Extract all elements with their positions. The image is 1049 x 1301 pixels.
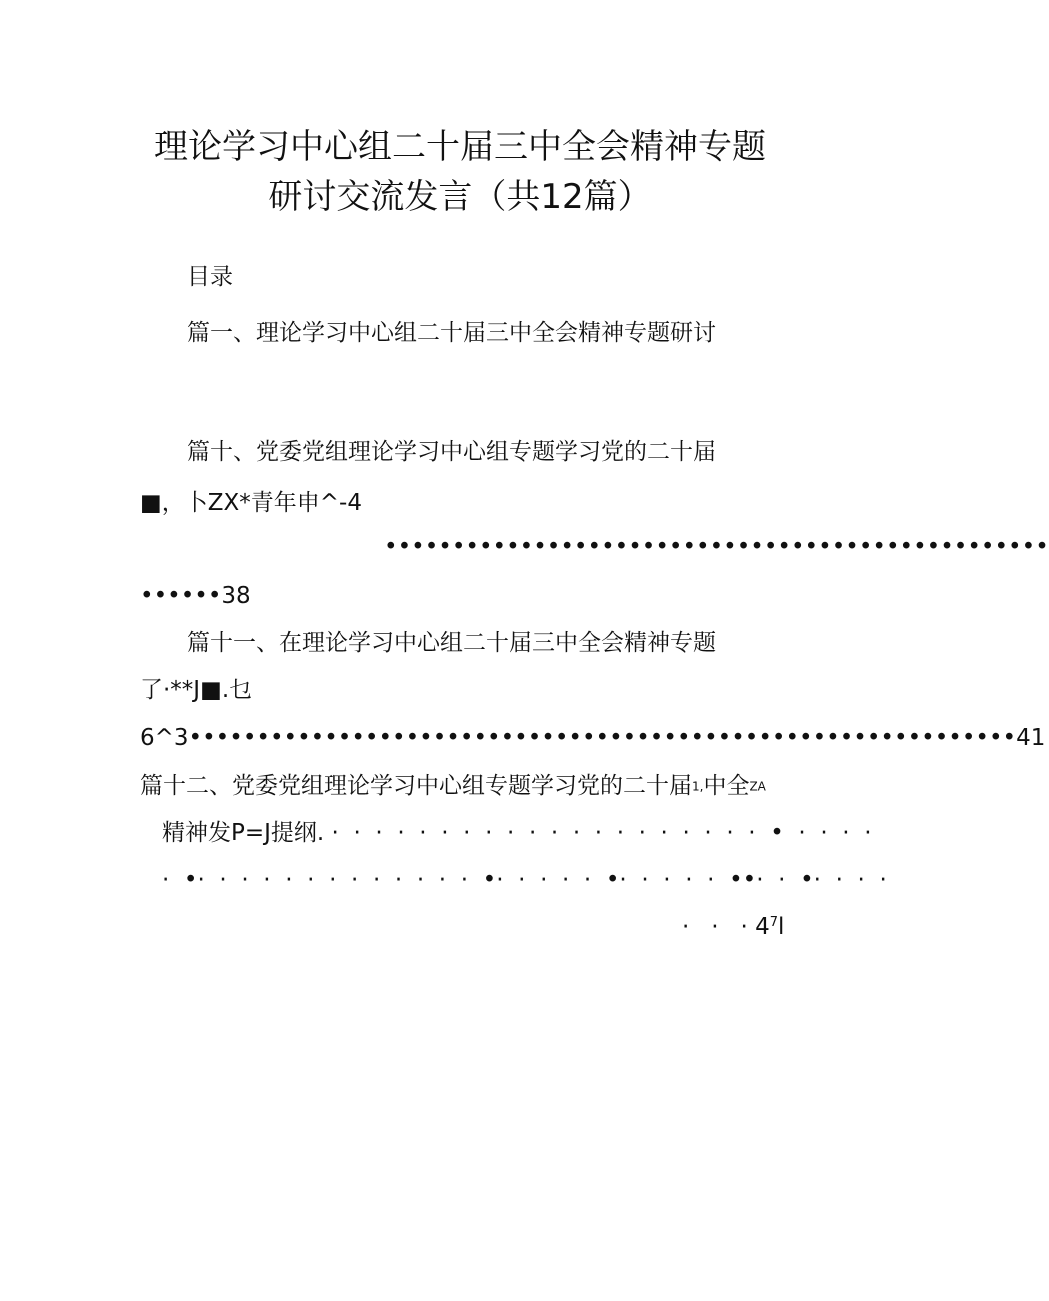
toc-entry-11-page[interactable]: 41 bbox=[1016, 725, 1046, 751]
toc-entry-12-page-tail: l bbox=[778, 914, 785, 940]
toc-entry-12-suffix-tiny: ZA bbox=[749, 779, 766, 794]
toc-entry-12-line-1[interactable] bbox=[140, 775, 766, 798]
toc-entry-12-suffix: 中全 bbox=[703, 773, 750, 799]
toc-entry-11-line-1[interactable]: 篇十一、在理论学习中心组二十届三中全会精神专题 bbox=[187, 630, 716, 656]
toc-entry-11-page-line bbox=[140, 727, 1045, 750]
toc-heading: 目录 bbox=[187, 264, 233, 290]
toc-entry-12-page[interactable]: 4 bbox=[755, 914, 770, 940]
toc-entry-12-line-2: 精神发P=J提纲. bbox=[162, 820, 325, 846]
document-title-line-2: 研讨交流发言（共12篇） bbox=[268, 177, 652, 217]
toc-entry-12-title: 篇十二、党委党组理论学习中心组专题学习党的二十届 bbox=[140, 773, 692, 799]
toc-entry-1[interactable]: 篇一、理论学习中心组二十届三中全会精神专题研讨 bbox=[187, 320, 716, 346]
toc-entry-11-prefix: 6^3 bbox=[140, 725, 189, 751]
toc-entry-11-line-2: 了·**J■.乜 bbox=[140, 677, 253, 703]
toc-entry-12-leader-a: · · · · · · · · · · · · · · · · · · · · • · · · · bbox=[324, 820, 872, 846]
toc-entry-10-line-1[interactable]: 篇十、党委党组理论学习中心组专题学习党的二十届 bbox=[187, 439, 716, 465]
toc-entry-10-page[interactable]: 38 bbox=[221, 583, 251, 609]
document-title-line-1: 理论学习中心组二十届三中全会精神专题 bbox=[154, 127, 766, 167]
toc-entry-12-suffix-small: 1, bbox=[692, 779, 704, 794]
toc-entry-10-line-2: ■，卜ZX*青年申^-4 bbox=[140, 490, 362, 516]
toc-entry-11-leader: ••••••••••••••••••••••••••••••••••••••••••••••••••••••••••••• bbox=[188, 725, 1017, 751]
toc-entry-12-leader-b: · •· · · · · · · · · · · · · •· · · · · •· · · · · ••· · •· · · · bbox=[162, 867, 887, 893]
toc-entry-12-line-2-row bbox=[162, 822, 872, 845]
toc-entry-10-leader: ••••••••••••••••••••••••••••••••••••••••••••••••• bbox=[384, 534, 1049, 560]
toc-entry-12-page-sup: 7 bbox=[769, 915, 779, 930]
toc-entry-10-page-line bbox=[140, 585, 251, 608]
toc-entry-12-page-line bbox=[682, 916, 784, 939]
toc-entry-12-leader-c: · · · bbox=[682, 914, 748, 940]
toc-entry-10-leader-2: •••••• bbox=[140, 583, 222, 609]
